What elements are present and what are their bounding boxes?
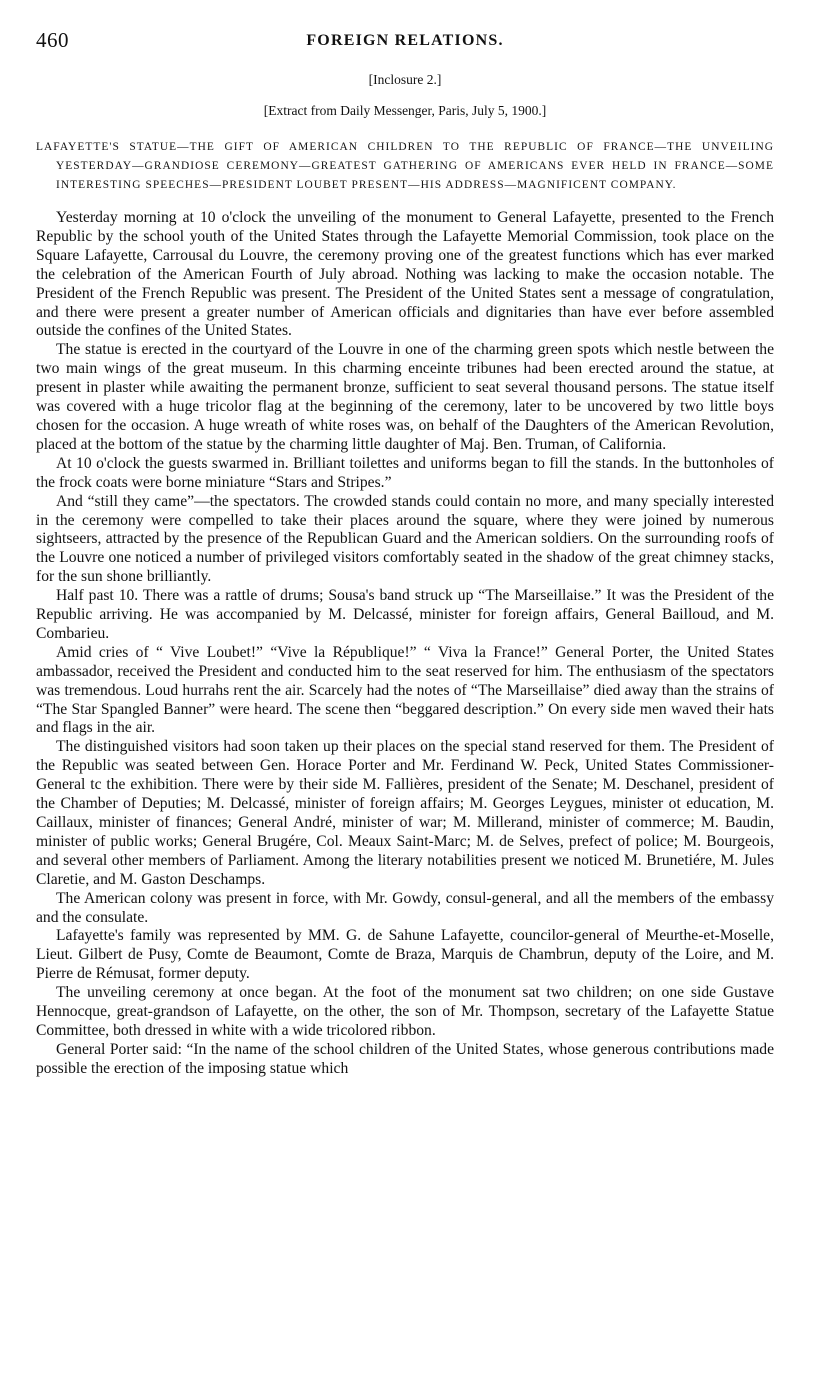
- paragraph: The distinguished visitors had soon taken up their places on the special stand reserved for them. The President of the Republic was seated between Gen. Horace Porter and Mr. Ferdinand W. Peck, United States Commissioner-General tc the exhibition. There were by their side M. Fallières, president of the Senate; M. Deschanel, president of the Chamber of Deputies; M. Delcassé, minister of foreign affairs; M. Georges Leygues, minister ot education, M. Caillaux, minister of finances; General André, minister of war; M. Millerand, minister of commerce; M. Baudin, minister of public works; General Brugére, Col. Meaux Saint-Marc; M. de Selves, prefect of police; M. Bourgeois, and several other members of Parliament. Among the literary notabilities present we noticed M. Brunetiére, M. Jules Claretie, and M. Gaston Deschamps.: [36, 738, 774, 888]
- paragraph: The American colony was present in force, with Mr. Gowdy, consul-general, and all the members of the embassy and the consulate.: [36, 889, 774, 926]
- paragraph: Half past 10. There was a rattle of drums; Sousa's band struck up “The Marseillaise.” It was the President of the Republic arriving. He was accompanied by M. Delcassé, minister for foreign affairs, General Bailloud, and M. Combarieu.: [36, 587, 774, 642]
- running-head: FOREIGN RELATIONS.: [306, 32, 504, 49]
- page-header: [36, 26, 774, 60]
- page-number: 460: [36, 28, 69, 52]
- paragraph: At 10 o'clock the guests swarmed in. Brilliant toilettes and uniforms began to fill the stands. In the buttonholes of the frock coats were borne miniature “Stars and Stripes.”: [36, 454, 774, 491]
- extract-source-note: [Extract from Daily Messenger, Paris, July 5, 1900.]: [263, 103, 547, 118]
- paragraph: Amid cries of “ Vive Loubet!” “Vive la République!” “ Viva la France!” General Porter, the United States ambassador, received the President and conducted him to the seat reserved for him. The enthusiasm of the spectators was tremendous. Loud hurrahs rent the air. Scarcely had the notes of “The Marseillaise” died away than the strains of “The Star Spangled Banner” were heard. The scene then “beggared description.” On every side men waved their hats and flags in the air.: [36, 643, 774, 737]
- paragraph: General Porter said: “In the name of the school children of the United States, whose generous contributions made possible the erection of the imposing statue which: [36, 1040, 774, 1077]
- paragraph: The unveiling ceremony at once began. At the foot of the monument sat two children; on one side Gustave Hennocque, great-grandson of Lafayette, on the other, the son of Mr. Thompson, secretary of the Lafayette Statue Committee, both dressed in white with a wide tricolored ribbon.: [36, 984, 774, 1039]
- paragraph: Lafayette's family was represented by MM. G. de Sahune Lafayette, councilor-general of Meurthe-et-Moselle, Lieut. Gilbert de Pusy, Comte de Beaumont, Comte de Braza, Marquis de Chambrun, deputy of the Loire, and M. Pierre de Rémusat, former deputy.: [36, 927, 774, 983]
- paragraph: And “still they came”—the spectators. The crowded stands could contain no more, and many specially interested in the ceremony were compelled to take their places around the square, where they were joined by numerous sightseers, attracted by the presence of the Republican Guard and the American soldiers. On the surrounding roofs of the Louvre one noticed a number of privileged visitors comfortably seated in the shadow of the great chimney stacks, for the sun shone brilliantly.: [36, 492, 774, 586]
- article-body: [36, 209, 774, 1079]
- inclosure-label: [Inclosure 2.]: [368, 72, 442, 87]
- paragraph: The statue is erected in the courtyard of the Louvre in one of the charming green spots which nestle between the two main wings of the great museum. In this charming enceinte tribunes had been erected around the statue, at present in plaster while awaiting the permanent bronze, sufficient to seat several thousand persons. The statue itself was covered with a huge tricolor flag at the beginning of the ceremony, later to be uncovered by two little boys chosen for the occasion. A huge wreath of white roses was, on behalf of the Daughters of the American Revolution, placed at the bottom of the statue by the charming little daughter of Maj. Ben. Truman, of California.: [36, 341, 774, 453]
- paragraph: Yesterday morning at 10 o'clock the unveiling of the monument to General Lafayette, presented to the French Republic by the school youth of the United States through the Lafayette Memorial Commission, took place on the Square Lafayette, Carrousal du Louvre, the ceremony proving one of the greatest functions which has ever marked the celebration of the American Fourth of July abroad. Nothing was lacking to make the occasion notable. The President of the French Republic was present. The President of the United States sent a message of congratulation, and there were present a greater number of American officials and dignitaries than have ever before assembled outside the confines of the United States.: [36, 209, 774, 340]
- document-page: [36, 26, 774, 1079]
- article-headline: LAFAYETTE'S STATUE—THE GIFT OF AMERICAN CHILDREN TO THE REPUBLIC OF FRANCE—THE UNVEILING YESTERDAY—GRANDIOSE CEREMONY—GREATEST GATHERING OF AMERICANS EVER HELD IN FRANCE—SOME INTERESTING SPEECHES—PRESIDENT LOUBET PRESENT—HIS ADDRESS—MAGNIFICENT COMPANY.: [36, 141, 774, 191]
